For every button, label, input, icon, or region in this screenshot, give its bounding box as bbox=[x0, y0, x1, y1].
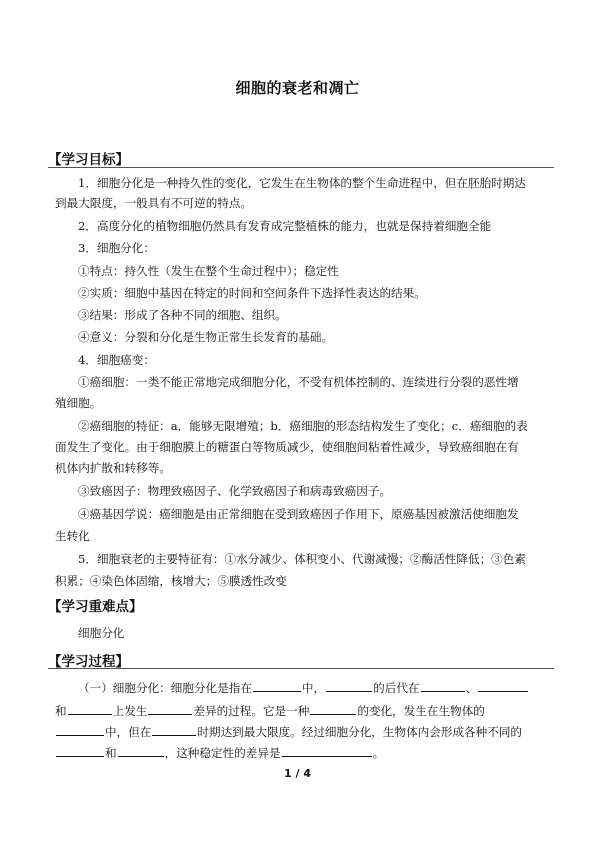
goals-line: ①特点：持久性（发生在整个生命过程中）；稳定性 bbox=[78, 264, 339, 278]
process-line-3: 中，但在 时期达到最大限度。经过细胞分化，生物体内会形成各种不同的 bbox=[55, 724, 522, 739]
goals-line: 生转化 bbox=[55, 529, 90, 543]
process-divider bbox=[48, 668, 554, 669]
fill-blank[interactable] bbox=[421, 680, 465, 692]
page-number: 1 / 4 bbox=[284, 767, 311, 780]
key-points-text: 细胞分化 bbox=[78, 626, 125, 640]
goals-line: 3．细胞分化： bbox=[78, 241, 155, 255]
fill-blank[interactable] bbox=[56, 724, 104, 736]
page-title: 细胞的衰老和凋亡 bbox=[235, 79, 360, 97]
goals-line: ④意义：分裂和分化是生物正常生长发育的基础。 bbox=[78, 330, 334, 344]
process-line-4: 和 ，这种稳定性的差异是 。 bbox=[55, 745, 384, 760]
key-points-heading: 【学习重难点】 bbox=[48, 599, 143, 615]
goals-line: ④癌基因学说：癌细胞是由正常细胞在受到致癌因子作用下，原癌基因被激活使细胞发 bbox=[78, 507, 519, 521]
fill-blank[interactable] bbox=[118, 745, 164, 757]
goals-line: 殖细胞。 bbox=[55, 396, 102, 410]
goals-line: 5．细胞衰老的主要特征有：①水分减少、体积变小、代谢减慢；②酶活性降低；③色素 bbox=[78, 552, 526, 566]
process-line-1: （一）细胞分化：细胞分化是指在 中， 的后代在 、 bbox=[78, 680, 529, 695]
goals-line: 机体内扩散和转移等。 bbox=[55, 461, 171, 475]
fill-blank[interactable] bbox=[148, 703, 192, 715]
fill-blank[interactable] bbox=[310, 703, 356, 715]
goals-line: ①癌细胞：一类不能正常地完成细胞分化，不受有机体控制的、连续进行分裂的恶性增 bbox=[78, 375, 519, 389]
fill-blank[interactable] bbox=[478, 680, 528, 692]
goals-line: 到最大限度，一般具有不可逆的特点。 bbox=[55, 196, 253, 210]
process-line-2: 和 上发生 差异的过程。它是一种 的变化，发生在生物体的 bbox=[55, 704, 485, 718]
fill-blank[interactable] bbox=[282, 745, 372, 757]
fill-blank[interactable] bbox=[56, 745, 104, 757]
goals-line: ②实质：细胞中基因在特定的时间和空间条件下选择性表达的结果。 bbox=[78, 286, 426, 300]
goals-line: 面发生了变化。由于细胞膜上的糖蛋白等物质减少，使细胞间粘着性减少，导致癌细胞在有 bbox=[55, 440, 519, 454]
goals-heading: 【学习目标】 bbox=[48, 152, 129, 168]
fill-blank[interactable] bbox=[152, 724, 196, 736]
goals-line: ③致癌因子：物理致癌因子、化学致癌因子和病毒致癌因子。 bbox=[78, 484, 392, 498]
goals-line: 1．细胞分化是一种持久性的变化，它发生在生物体的整个生命进程中，但在胚胎时期达 bbox=[78, 176, 526, 190]
process-heading: 【学习过程】 bbox=[48, 654, 129, 670]
fill-blank[interactable] bbox=[326, 680, 372, 692]
fill-blank[interactable] bbox=[68, 703, 112, 715]
fill-blank[interactable] bbox=[253, 680, 301, 692]
goals-line: ③结果：形成了各种不同的细胞、组织。 bbox=[78, 308, 287, 322]
goals-line: 2．高度分化的植物细胞仍然具有发育成完整植株的能力，也就是保持着细胞全能 bbox=[78, 219, 492, 233]
goals-divider bbox=[48, 167, 554, 168]
goals-line: 积累；④染色体固缩，核增大；⑤膜透性改变 bbox=[55, 574, 287, 588]
goals-line: ②癌细胞的特征：a．能够无限增殖；b．癌细胞的形态结构发生了变化；c．癌细胞的表 bbox=[78, 419, 528, 433]
goals-line: 4．细胞癌变： bbox=[78, 353, 155, 367]
